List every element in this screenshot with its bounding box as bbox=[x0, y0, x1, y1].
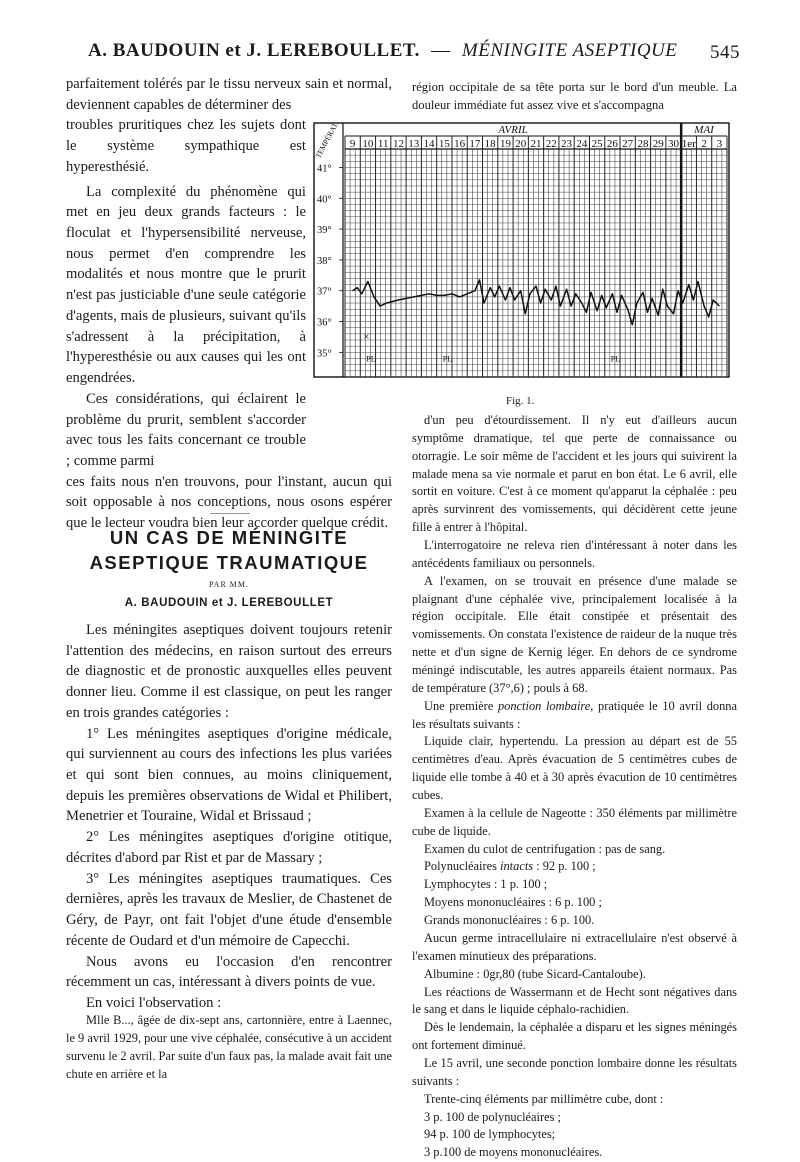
y-tick-label: 41° bbox=[317, 163, 332, 175]
par-mm: PAR MM. bbox=[208, 580, 250, 589]
rc-paragraph-13: Albumine : 0gr,80 (tube Sicard-Cantaloube). bbox=[424, 966, 646, 981]
month-label-may: MAI bbox=[694, 124, 714, 136]
paragraph-voici: En voici l'observation : bbox=[86, 994, 222, 1011]
day-label: 15 bbox=[438, 138, 450, 150]
observation-start bbox=[66, 1012, 392, 1084]
month-label-april: AVRIL bbox=[498, 124, 528, 136]
left-column-article bbox=[66, 620, 392, 1014]
day-label: 12 bbox=[392, 138, 404, 150]
rc-paragraph-14: Les réactions de Wassermann et de Hecht sont négatives dans le sang et dans le liquide céphalo-rachidien. bbox=[412, 984, 737, 1017]
rc-p4-em: ponction lombaire bbox=[497, 698, 591, 713]
rc-p4-a: Une première bbox=[424, 698, 498, 713]
day-label: 23 bbox=[561, 138, 573, 150]
rc-paragraph-10: Moyens mononucléaires : 6 p. 100 ; bbox=[424, 895, 602, 910]
rc-paragraph-2: L'interrogatoire ne releva rien d'intéressant à noter dans les antécédents familiaux ou personnels. bbox=[412, 538, 737, 570]
rc-paragraph-20: 3 p.100 de moyens mononucléaires. bbox=[424, 1145, 603, 1160]
header-authors: A. BAUDOUIN et J. LEREBOULLET. bbox=[88, 40, 420, 61]
pl-annotation: PL bbox=[610, 354, 621, 364]
paragraph-continuation-b: troubles pruritiques chez les sujets dont le système sympathique est hyperesthésié. bbox=[66, 117, 306, 175]
rc-paragraph-5: Liquide clair, hypertendu. La pression au départ est de 55 centimètres d'eau. Après évacuation de 5 centimètres cubes de liquide elle tombe à 40 et à 30 après évacution de 10 centimètres cubes. bbox=[412, 734, 737, 803]
rc-paragraph-12: Aucun germe intracellulaire ni extracellulaire n'est observé à l'examen minutieux des préparations. bbox=[412, 930, 737, 963]
day-label: 27 bbox=[622, 138, 634, 150]
day-label: 24 bbox=[576, 138, 588, 150]
pl-annotation: PL bbox=[366, 354, 376, 364]
paragraph-occasion: Nous avons eu l'occasion d'en rencontrer récemment un cas, intéressant à divers points de vue. bbox=[66, 953, 392, 991]
rc-paragraph-16: Le 15 avril, une seconde ponction lombaire donne les résultats suivants : bbox=[412, 1055, 737, 1088]
paragraph-complexite: La complexité du phénomène qui met en jeu deux grands facteurs : le floculat et l'hypersensibilité nerveuse, nous permet d'en comprendre les modalités et nous montre que le prurit n'est pas justiciable d'une seule catégorie d'agents, mais de plusieurs, suivant qu'ils s'adressent à la précipitation, à l'hyperesthésie ou aux causes qui les ont engendrées. bbox=[66, 183, 306, 387]
day-label: 17 bbox=[469, 138, 481, 150]
rc-paragraph-4 bbox=[412, 698, 737, 734]
rc-paragraph-7: Examen du culot de centrifugation : pas de sang. bbox=[424, 841, 666, 856]
day-label: 18 bbox=[484, 138, 496, 150]
paragraph-observation: Mlle B..., âgée de dix-sept ans, cartonnière, entre à Laennec, le 9 avril 1929, pour une vive céphalée, consécutive à un accident survenu le 2 avril. Par suite d'un faux pas, la malade avait fait une chute en arrière et la bbox=[66, 1013, 393, 1081]
figure-caption: Fig. 1. bbox=[506, 395, 535, 407]
rc-paragraph-18: 3 p. 100 de polynucléaires ; bbox=[424, 1109, 561, 1124]
rc-p8-em: intacts bbox=[500, 859, 534, 874]
paragraph-continuation-a: parfaitement tolérés par le tissu nerveux sain et normal, deviennent capables de déterminer des bbox=[66, 76, 392, 113]
header-separator: — bbox=[431, 40, 451, 61]
day-label: 21 bbox=[530, 138, 542, 150]
day-label: 30 bbox=[668, 138, 680, 150]
day-label: 16 bbox=[454, 138, 466, 150]
y-tick-label: 40° bbox=[317, 194, 332, 206]
day-label: 26 bbox=[606, 138, 618, 150]
temperature-line bbox=[353, 280, 720, 325]
day-label: 20 bbox=[515, 138, 527, 150]
page-number: 545 bbox=[710, 42, 740, 63]
rc-p4-b: , pratiquée le 10 avril donna les résultats suivants : bbox=[412, 698, 737, 731]
day-label: 29 bbox=[652, 138, 664, 150]
rc-p8-a: Polynucléaires bbox=[424, 859, 501, 874]
day-label: 1er bbox=[681, 138, 696, 150]
paragraph-considerations: Ces considérations, qui éclairent le problème du prurit, semblent s'accorder avec tous les faits concernant ce trouble ; comme parmi bbox=[66, 390, 306, 469]
y-tick-label: 38° bbox=[317, 255, 332, 267]
right-column-top bbox=[412, 78, 737, 115]
header-title: MÉNINGITE ASEPTIQUE bbox=[461, 40, 678, 61]
right-column bbox=[412, 412, 737, 1162]
day-label: 13 bbox=[408, 138, 420, 150]
article-title-line2: ASEPTIQUE TRAUMATIQUE bbox=[89, 551, 369, 573]
day-label: 11 bbox=[377, 138, 389, 150]
y-tick-label: 35° bbox=[317, 348, 332, 360]
marker-annotation: × bbox=[363, 331, 370, 344]
y-tick-label: 37° bbox=[317, 286, 332, 298]
list-item-1: 1° Les méningites aseptiques d'origine médicale, qui surviennent au cours des infections les plus variées et qui sont bien connues, au moins cliniquement, depuis les premières observations de Widal et Philibert, Menetrier et Touraine, Widal et Brissaud ; bbox=[66, 725, 392, 825]
pl-annotation: PL bbox=[442, 354, 453, 364]
y-tick-label: 39° bbox=[317, 225, 332, 237]
day-label: 25 bbox=[591, 138, 603, 150]
article-title-line1: UN CAS DE MÉNINGITE bbox=[109, 527, 349, 548]
y-axis-title: TEMPÉRAT. bbox=[313, 120, 341, 160]
paragraph-intro: Les méningites aseptiques doivent toujours retenir l'attention des médecins, en raison surtout des erreurs de diagnostic et de pronostic auxquelles elles peuvent donner lieu. Comme il est classique, on peut les ranger en trois grandes catégories : bbox=[66, 622, 392, 721]
day-label: 22 bbox=[545, 138, 557, 150]
rc-paragraph-9: Lymphocytes : 1 p. 100 ; bbox=[424, 877, 548, 892]
rc-p8-b: : 92 p. 100 ; bbox=[533, 859, 596, 874]
article-title bbox=[66, 526, 392, 576]
article-authors: A. BAUDOUIN et J. LEREBOULLET bbox=[124, 597, 334, 609]
paragraph-considerations-end: ces faits nous n'en trouvons, pour l'instant, aucun qui soit opposable à nos conceptions, nous osons espérer que le lecteur voudra bien leur accorder quelque crédit. bbox=[66, 473, 392, 532]
rc-paragraph-3: A l'examen, on se trouvait en présence d'une malade se plaignant d'une céphalée vive, principalement localisée à la région occipitale. Elle était constipée et présentait des vomissements. On constata l'existence de raideur de la nuque très nette et d'un signe de Kernig léger. En dehors de ce syndrome méningé indiscutable, les autres appareils étaient normaux. Pas de température (37°,6) ; pouls à 68. bbox=[412, 573, 737, 695]
day-label: 3 bbox=[716, 138, 723, 150]
day-label: 9 bbox=[349, 138, 356, 150]
right-top-text: région occipitale de sa tête porta sur le bord d'un meuble. La douleur immédiate fut assez vive et s'accompagna bbox=[412, 80, 737, 113]
day-label: 19 bbox=[499, 138, 511, 150]
temperature-chart bbox=[313, 119, 738, 381]
day-label: 10 bbox=[362, 138, 374, 150]
rc-paragraph-11: Grands mononucléaires : 6 p. 100. bbox=[424, 913, 595, 928]
day-label: 28 bbox=[637, 138, 649, 150]
day-label: 2 bbox=[701, 138, 707, 150]
list-item-2: 2° Les méningites aseptiques d'origine otitique, décrites d'abord par Rist et par de Massary ; bbox=[66, 829, 392, 866]
day-label: 14 bbox=[423, 138, 435, 150]
rc-paragraph-8 bbox=[412, 858, 737, 876]
rc-paragraph-19: 94 p. 100 de lymphocytes; bbox=[424, 1127, 556, 1142]
rc-paragraph-15: Dès le lendemain, la céphalée a disparu et les signes méningés ont fortement diminué. bbox=[412, 1020, 737, 1053]
rc-paragraph-6: Examen à la cellule de Nageotte : 350 éléments par millimètre cube de liquide. bbox=[412, 805, 737, 838]
section-divider bbox=[210, 513, 250, 514]
rc-paragraph-17: Trente-cinq éléments par millimètre cube, dont : bbox=[424, 1091, 664, 1106]
y-tick-label: 36° bbox=[317, 317, 332, 329]
list-item-3: 3° Les méningites aseptiques traumatiques. Ces dernières, après les travaux de Meslier, de Chastenet de Géry, de Payr, ont fait l'objet d'une étude d'ensemble récente de Oudard et d'un mémoire de Capecchi. bbox=[66, 870, 392, 949]
running-header bbox=[88, 40, 740, 68]
rc-paragraph-1: d'un peu d'étourdissement. Il n'y eut d'ailleurs aucun symptôme dramatique, tel que perte de connaissance ou otorragie. Le soir même de l'accident et les jours qui suivirent la malade mena sa vie normale et parut en bon état. Le 6 avril, elle sortit en voiture. C'est à ce moment qu'apparut la céphalée : peu après survinrent des vomissements, qui décidèrent cette jeune fille à entrer à l'hôpital. bbox=[412, 413, 737, 535]
